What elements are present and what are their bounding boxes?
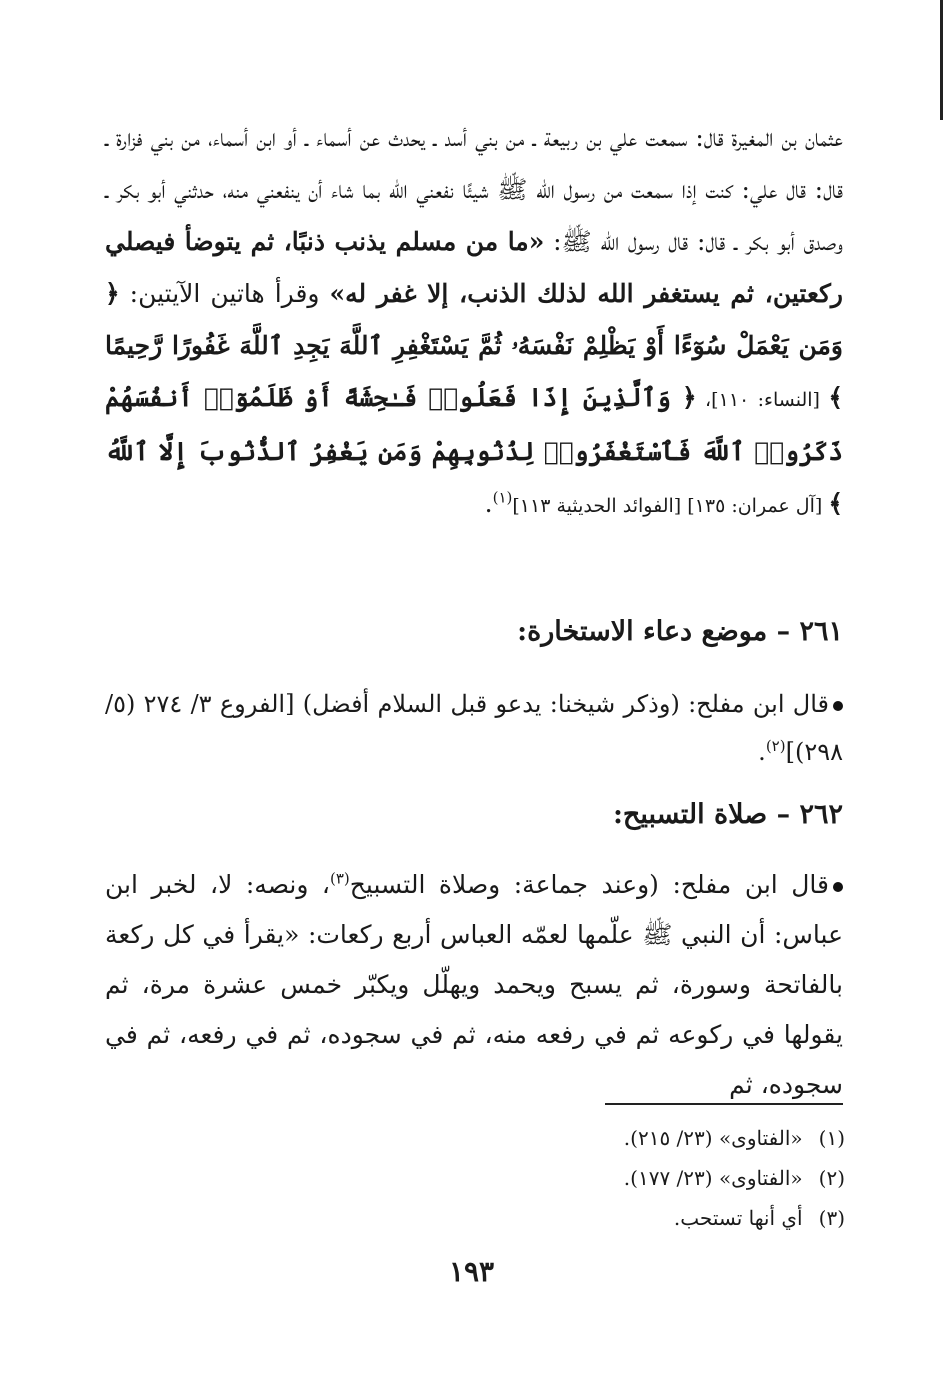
footnote-marker-1: (١)	[492, 488, 513, 507]
body-paragraph	[105, 112, 843, 532]
footnote-text: «الفتاوى» (٢٣/ ٢١٥).	[623, 1126, 803, 1150]
footnote-marker-2: (٢)	[765, 737, 786, 755]
paragraph-text-continued: وقرأ هاتين الآيتين:	[119, 279, 330, 308]
footnote-number: (١)	[818, 1126, 845, 1150]
hadith-quote: «ما من مسلم يذنب ذنبًا، ثم يتوضأ فيصلي ركعتين، ثم يستغفر الله لذلك الذنب، إلا غفر له»	[105, 227, 843, 308]
section-262-text-b: ، ونصه: لا، لخبر ابن عباس: أن النبي ﷺ علّمها لعمّه العباس أربع ركعات: «يقرأ في كل ركعة بالفاتحة وسورة، ثم يسبح ويحمد ويهلّل ويكبّر خمس عشرة مرة، ثم يقولها في ركوعه ثم في رفعه منه، ثم في سجوده، ثم في رفعه، ثم في سجوده، ثم	[105, 870, 843, 1099]
section-261-text: قال ابن مفلح: (وذكر شيخنا: يدعو قبل السلام أفضل) [الفروع ٣/ ٢٧٤ (٥/ ٢٩٨)]	[105, 690, 843, 766]
quran-verse-1: ﴿ وَمَن يَعْمَلْ سُوٓءًا أَوْ يَظْلِمْ نَفْسَهُۥ ثُمَّ يَسْتَغْفِرِ ٱللَّهَ يَجِدِ ٱللَّهَ غَفُورًا رَّحِيمًا ﴾	[105, 279, 843, 412]
verse-reference-1: [النساء: ١١٠]،	[696, 389, 829, 411]
verse-reference-2: [آل عمران: ١٣٥] [الفوائد الحديثية ١١٣]	[512, 495, 829, 517]
bullet-icon	[833, 701, 843, 711]
footnote-number: (٣)	[818, 1206, 845, 1230]
sentence-end: .	[484, 489, 493, 518]
footnote-2	[105, 1158, 845, 1198]
section-heading-262: ٢٦٢ – صلاة التسبيح:	[612, 799, 843, 830]
section-heading-261: ٢٦١ – موضع دعاء الاستخارة:	[517, 616, 843, 647]
footnote-1	[105, 1118, 845, 1158]
footnote-text: أي أنها تستحب.	[673, 1206, 803, 1230]
footnote-number: (٢)	[818, 1166, 845, 1190]
bullet-icon	[833, 882, 843, 892]
section-262-text-a: قال ابن مفلح: (وعند جماعة: وصلاة التسبيح	[349, 870, 829, 899]
footnotes	[105, 1118, 845, 1238]
sentence-end: .	[758, 738, 766, 766]
footnote-text: «الفتاوى» (٢٣/ ١٧٧).	[623, 1166, 803, 1190]
footnote-3	[105, 1198, 845, 1238]
footnote-marker-3: (٣)	[330, 869, 350, 888]
page-number: ١٩٣	[448, 1255, 495, 1288]
paragraph-text: عثمان بن المغيرة قال: سمعت علي بن ربيعة ـ من بني أسد ـ يحدث عن أسماء ـ أو ابن أسماء، من بني فزارة ـ قال: قال علي: كنت إذا سمعت من رسول الله ﷺ شيئًا نفعني الله بما شاء أن ينفعني منه، حدثني أبو بكر ـ وصدق أبو بكر ـ قال: قال رسول الله ﷺ:	[105, 123, 843, 256]
footnote-separator	[605, 1103, 843, 1105]
quran-verse-2: ﴿ وَٱلَّذِينَ إِذَا فَعَلُوا۟ فَـٰحِشَةً أَوْ ظَلَمُوٓا۟ أَنفُسَهُمْ ذَكَرُوا۟ ٱللَّهَ فَٱسْتَغْفَرُوا۟ لِذُنُوبِهِمْ وَمَن يَغْفِرُ ٱلذُّنُوبَ إِلَّا ٱللَّهُ ﴾	[105, 383, 843, 518]
section-262-paragraph	[105, 860, 843, 1110]
section-261-paragraph	[105, 680, 843, 776]
